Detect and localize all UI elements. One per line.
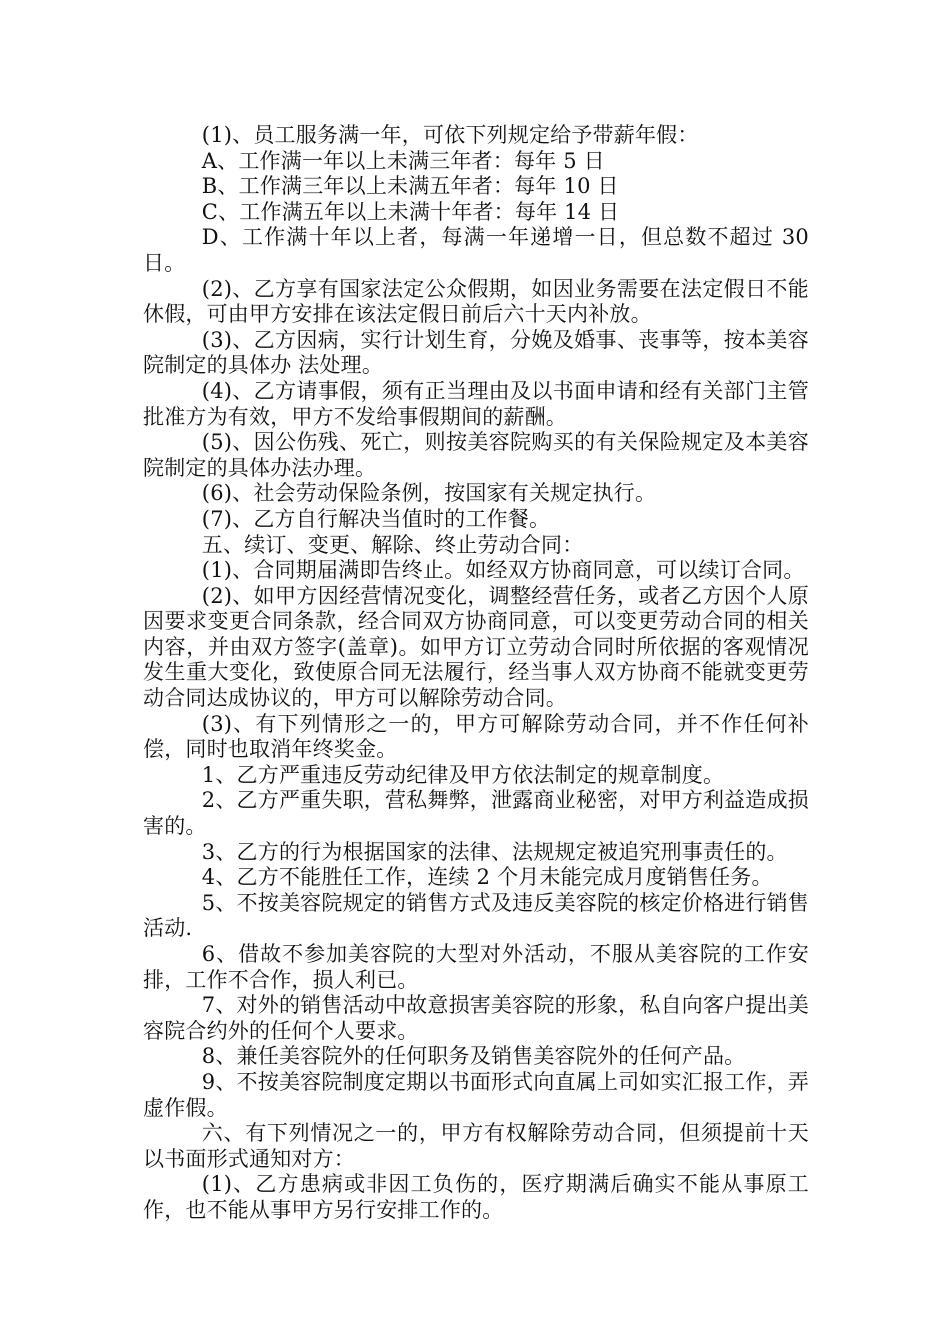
paragraph-termination-conditions: (3)、有下列情形之一的，甲方可解除劳动合同，并不作任何补偿，同时也取消年终奖金。 (143, 711, 809, 762)
list-item-termination-1: 1、乙方严重违反劳动纪律及甲方依法制定的规章制度。 (201, 762, 725, 787)
list-item-termination-9: 9、不按美容院制度定期以书面形式向直属上司如实汇报工作，弄虚作假。 (143, 1069, 809, 1120)
document-body (143, 123, 809, 1224)
paragraph-social-insurance: (6)、社会劳动保险条例，按国家有关规定执行。 (201, 481, 657, 506)
paragraph-leave-a: A、工作满一年以上未满三年者：每年 5 日 (201, 148, 605, 173)
list-item-termination-7: 7、对外的销售活动中故意损害美容院的形象，私自向客户提出美容院合约外的任何个人要求。 (143, 993, 809, 1043)
list-item-termination-4: 4、乙方不能胜任工作，连续 2 个月未能完成月度销售任务。 (201, 865, 773, 890)
paragraph-annual-leave-intro: (1)、员工服务满一年，可依下列规定给予带薪年假： (201, 123, 699, 147)
paragraph-sick-leave: (3)、乙方因病，实行计划生育，分娩及婚事、丧事等，按本美容院制定的具体办 法处理。 (143, 327, 809, 378)
section-heading-notice-termination: 六、有下列情况之一的，甲方有权解除劳动合同，但须提前十天以书面形式通知对方： (143, 1121, 809, 1171)
section-heading-contract-changes: 五、续订、变更、解除、终止劳动合同： (201, 532, 584, 557)
paragraph-personal-leave: (4)、乙方请事假，须有正当理由及以书面申请和经有关部门主管批准方为有效，甲方不发给事假期间的薪酬。 (143, 378, 809, 429)
paragraph-contract-modification: (2)、如甲方因经营情况变化，调整经营任务，或者乙方因个人原因要求变更合同条款，经合同双方协商同意，可以变更劳动合同的相关内容，并由双方签字(盖章)。如甲方订立劳动合同时所依据的客观情况发生重大变化，致使原合同无法履行，经当事人双方协商不能就变更劳动合同达成协议的，甲方可以解除劳动合同。 (143, 583, 809, 711)
list-item-termination-3: 3、乙方的行为根据国家的法律、法规规定被追究刑事责任的。 (201, 839, 788, 864)
paragraph-contract-expiry: (1)、合同期届满即告终止。如经双方协商同意，可以续订合同。 (201, 558, 805, 583)
paragraph-public-holiday: (2)、乙方享有国家法定公众假期，如因业务需要在法定假日不能休假，可由甲方安排在该法定假日前后六十天内补放。 (143, 276, 809, 327)
paragraph-leave-b: B、工作满三年以上未满五年者：每年 10 日 (201, 174, 619, 199)
paragraph-leave-d: D、工作满十年以上者，每满一年递增一日，但总数不超过 30 日。 (143, 225, 809, 275)
paragraph-leave-c: C、工作满五年以上未满十年者：每年 14 日 (201, 199, 620, 224)
paragraph-illness-termination: (1)、乙方患病或非因工负伤的，医疗期满后确实不能从事原工作，也不能从事甲方另行安排工作的。 (143, 1172, 809, 1222)
list-item-termination-6: 6、借故不参加美容院的大型对外活动，不服从美容院的工作安排，工作不合作，损人利已。 (143, 942, 809, 992)
paragraph-work-injury: (5)、因公伤残、死亡，则按美容院购买的有关保险规定及本美容院制定的具体办法办理。 (143, 430, 809, 480)
list-item-termination-2: 2、乙方严重失职，营私舞弊，泄露商业秘密，对甲方利益造成损害的。 (143, 788, 809, 839)
paragraph-meals: (7)、乙方自行解决当值时的工作餐。 (201, 506, 551, 531)
list-item-termination-8: 8、兼任美容院外的任何职务及销售美容院外的任何产品。 (201, 1044, 746, 1069)
list-item-termination-5: 5、不按美容院规定的销售方式及违反美容院的核定价格进行销售活动. (143, 890, 809, 941)
